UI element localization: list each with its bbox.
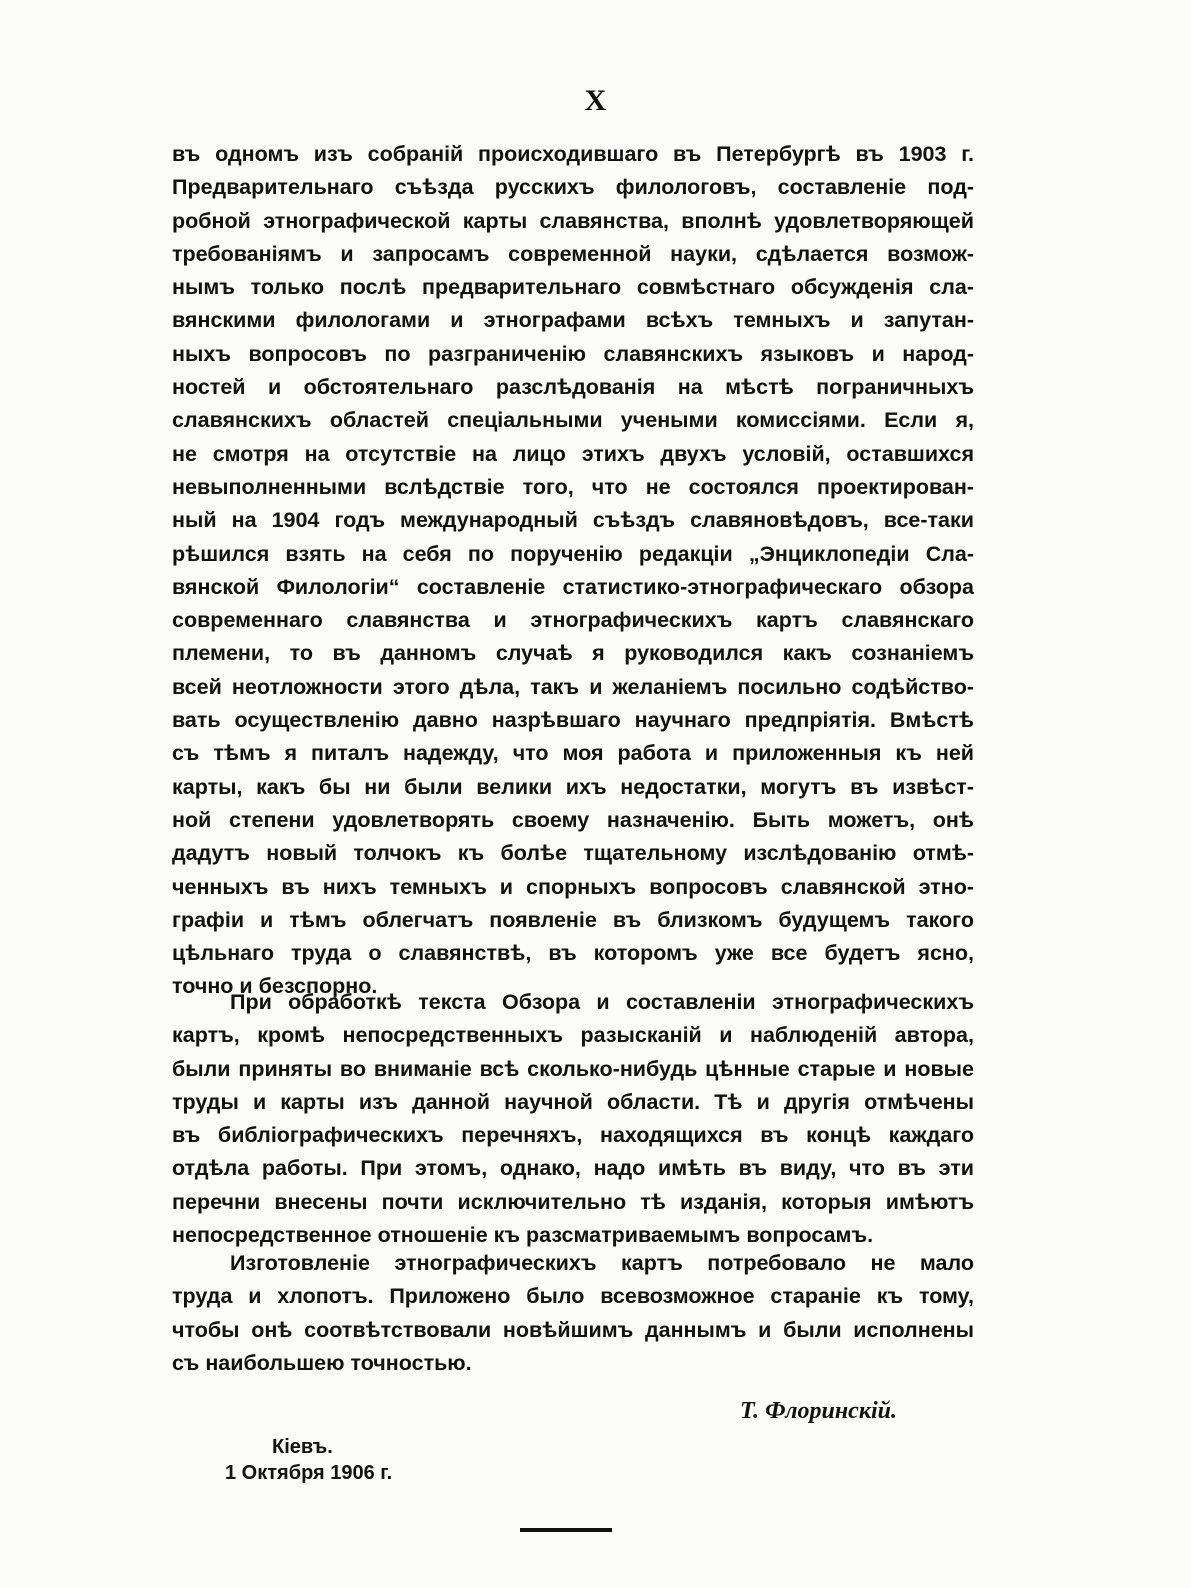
text-line: требованіямъ и запросамъ современной науки, сдѣлается возмож- xyxy=(172,241,974,266)
text-line: дадутъ новый толчокъ къ болѣе тщательному изслѣдованію отмѣ- xyxy=(172,841,974,866)
text-line: Изготовленіе этнографическихъ картъ потребовало не мало xyxy=(230,1251,974,1275)
place-line: Кіевъ. xyxy=(272,1436,333,1458)
text-line: славянскихъ областей спеціальными учеными комиссіями. Если я, xyxy=(172,408,974,433)
text-line: графіи и тѣмъ облегчатъ появленіе въ близкомъ будущемъ такого xyxy=(172,907,974,932)
text-line: съ наибольшею точностью. xyxy=(172,1350,472,1375)
text-line: ныхъ вопросовъ по разграниченію славянскихъ языковъ и народ- xyxy=(172,341,974,366)
paragraph-2 xyxy=(172,986,974,1252)
text-line: вянскими филологами и этнографами всѣхъ темныхъ и запутан- xyxy=(172,308,974,333)
text-line: въ одномъ изъ собраній происходившаго въ Петербургѣ въ 1903 г. xyxy=(172,142,974,166)
text-line: точно и безспорно. xyxy=(172,974,378,999)
text-line: съ тѣмъ я питалъ надежду, что моя работа и приложенныя къ ней xyxy=(172,741,974,766)
text-line: робной этнографической карты славянства, вполнѣ удовлетворяющей xyxy=(172,208,974,233)
text-line: современнаго славянства и этнографическихъ картъ славянскаго xyxy=(172,608,974,633)
text-line: ной степени удовлетворять своему назначенію. Быть можетъ, онѣ xyxy=(172,807,974,832)
text-line: труда и хлопотъ. Приложено было всевозможное стараніе къ тому, xyxy=(172,1284,974,1309)
text-line: картъ, кромѣ непосредственныхъ разысканій и наблюденій автора, xyxy=(172,1023,974,1048)
closing-rule xyxy=(520,1528,612,1532)
text-line: племени, то въ данномъ случаѣ я руководился какъ сознаніемъ xyxy=(172,641,974,666)
text-line: вянской Филологіи“ составленіе статистико-этнографическаго обзора xyxy=(172,574,974,599)
text-line: непосредственное отношеніе къ разсматриваемымъ вопросамъ. xyxy=(172,1223,874,1248)
text-line: рѣшился взять на себя по порученію редакціи „Энциклопедіи Сла- xyxy=(172,541,974,566)
author-signature: Т. Флоринскій. xyxy=(740,1398,898,1424)
page-number: X xyxy=(584,84,607,117)
text-line: ный на 1904 годъ международный съѣздъ славяновѣдовъ, все-таки xyxy=(172,508,974,533)
text-line: ченныхъ въ нихъ темныхъ и спорныхъ вопросовъ славянской этно- xyxy=(172,874,974,899)
paragraph-1 xyxy=(172,138,974,1004)
paragraph-3 xyxy=(172,1247,974,1380)
text-line: цѣльнаго труда о славянствѣ, въ которомъ уже все будетъ ясно, xyxy=(172,941,974,966)
text-line: нымъ только послѣ предварительнаго совмѣстнаго обсужденія сла- xyxy=(172,275,974,300)
text-line: въ библіографическихъ перечняхъ, находящихся въ концѣ каждаго xyxy=(172,1123,974,1148)
text-line: При обработкѣ текста Обзора и составленіи этнографическихъ xyxy=(230,990,974,1014)
date-line: 1 Октября 1906 г. xyxy=(225,1462,393,1484)
text-line: невыполненными вслѣдствіе того, что не состоялся проектирован- xyxy=(172,474,974,499)
text-line: чтобы онѣ соотвѣтствовали новѣйшимъ даннымъ и были исполнены xyxy=(172,1317,974,1342)
text-line: всей неотложности этого дѣла, такъ и желаніемъ посильно содѣйство- xyxy=(172,674,974,699)
text-line: труды и карты изъ данной научной области. Тѣ и другія отмѣчены xyxy=(172,1089,974,1114)
text-line: Предварительнаго съѣзда русскихъ филологовъ, составленіе под- xyxy=(172,175,974,200)
text-line: не смотря на отсутствіе на лицо этихъ двухъ условій, оставшихся xyxy=(172,441,974,466)
text-line: карты, какъ бы ни были велики ихъ недостатки, могутъ въ извѣст- xyxy=(172,774,974,799)
text-line: были приняты во вниманіе всѣ сколько-нибудь цѣнные старые и новые xyxy=(172,1056,974,1081)
text-line: вать осуществленію давно назрѣвшаго научнаго предпріятія. Вмѣстѣ xyxy=(172,708,974,733)
text-line: отдѣла работы. При этомъ, однако, надо имѣть въ виду, что въ эти xyxy=(172,1156,974,1181)
text-line: перечни внесены почти исключительно тѣ изданія, которыя имѣютъ xyxy=(172,1189,974,1214)
text-line: ностей и обстоятельнаго разслѣдованія на мѣстѣ пограничныхъ xyxy=(172,375,974,400)
